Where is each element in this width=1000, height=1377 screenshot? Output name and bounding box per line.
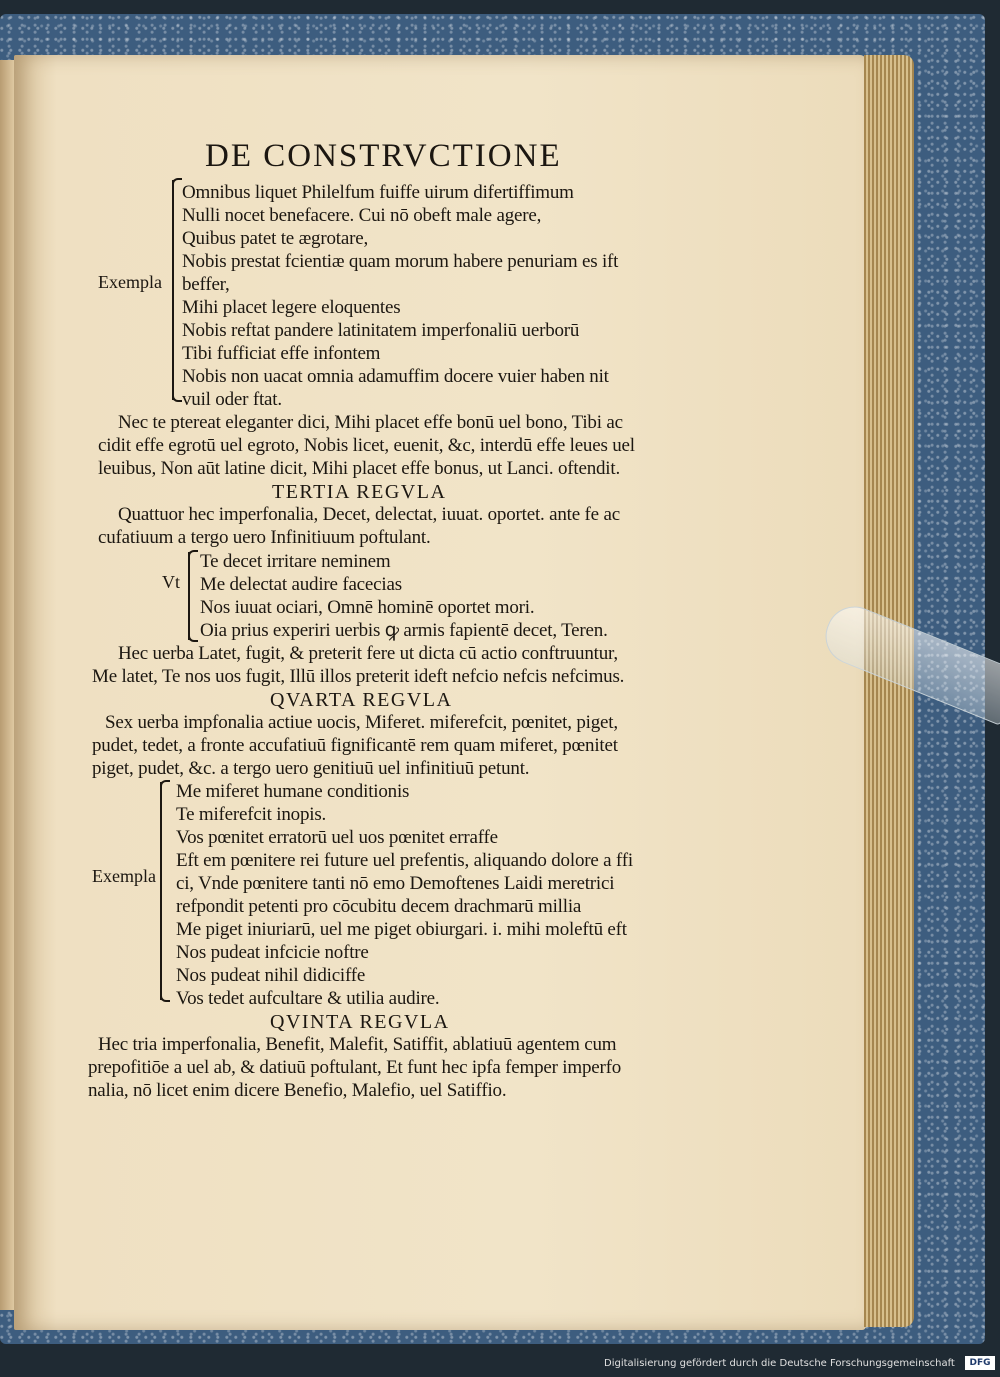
section-heading-quinta: QVINTA REGVLA	[270, 1011, 450, 1033]
side-label-exempla-1: Exempla	[98, 272, 162, 292]
text-line: Te miferefcit inopis.	[176, 804, 327, 825]
text-line: leuibus, Non aūt latine dicit, Mihi placet effe bonus, ut Lanci. oftendit.	[98, 458, 620, 479]
text-line: refpondit petenti pro cōcubitu decem drachmarū millia	[176, 896, 582, 917]
page-heading: DE CONSTRVCTIONE	[205, 138, 562, 174]
text-line: Nobis prestat fcientiæ quam morum habere penuriam es ift	[182, 251, 619, 272]
text-line: prepofitiōe a uel ab, & datiuū poftulant, Et funt hec ipfa femper imperfo	[88, 1057, 622, 1078]
text-line: Eft em pœnitere rei future uel prefentis, aliquando dolore a ffi	[176, 850, 633, 871]
text-line: Me miferet humane conditionis	[176, 781, 410, 802]
text-line: Quattuor hec imperfonalia, Decet, delectat, iuuat. oportet. ante fe ac	[118, 504, 620, 525]
text-line: Nobis non uacat omnia adamuffim docere vuier haben nit	[182, 366, 609, 387]
dfg-logo: DFG	[965, 1356, 995, 1370]
text-line: Nec te ptereat eleganter dici, Mihi placet effe bonū uel bono, Tibi ac	[118, 412, 623, 433]
side-label-exempla-2: Exempla	[92, 866, 156, 886]
text-line: Nos pudeat infcicie noftre	[176, 942, 369, 963]
text-line: Nos pudeat nihil didiciffe	[176, 965, 366, 986]
text-line: pudet, tedet, a fronte accufatiuū fignificantē rem quam miferet, pœnitet	[92, 735, 618, 756]
text-line: Omnibus liquet Philelfum fuiffe uirum difertiffimum	[182, 182, 574, 203]
text-line: piget, pudet, &c. a tergo uero genitiuū uel infinitiuū petunt.	[92, 758, 530, 779]
text-line: Quibus patet te ægrotare,	[182, 228, 369, 249]
text-line: Nos iuuat ociari, Omnē hominē oportet mori.	[200, 597, 535, 618]
brace-2	[188, 552, 190, 640]
text-line: Te decet irritare neminem	[200, 551, 391, 572]
text-line: Nulli nocet benefacere. Cui nō obeft male agere,	[182, 205, 542, 226]
text-line: Hec uerba Latet, fugit, & preterit fere ut dicta cū actio conftruuntur,	[118, 643, 618, 664]
text-line: ci, Vnde pœnitere tanti nō emo Demoftenes Laidi meretrici	[176, 873, 615, 894]
text-line: cufatiuum a tergo uero Infinitiuum poftulant.	[98, 527, 431, 548]
text-line: Mihi placet legere eloquentes	[182, 297, 401, 318]
text-line: Vos pœnitet erratorū uel uos pœnitet erraffe	[176, 827, 498, 848]
text-line: Oia prius experiri uerbis ꝙ armis fapientē decet, Teren.	[200, 620, 608, 641]
text-line: Sex uerba impfonalia actiue uocis, Miferet. miferefcit, pœnitet, piget,	[105, 712, 618, 733]
side-label-vt: Vt	[162, 572, 180, 592]
text-line: Me piget iniuriarū, uel me piget obiurgari. i. mihi moleftū eft	[176, 919, 627, 940]
section-heading-quarta: QVARTA REGVLA	[270, 689, 453, 711]
footer-credit: Digitalisierung gefördert durch die Deutsche Forschungsgemeinschaft	[604, 1358, 955, 1369]
brace-3	[160, 782, 162, 1000]
text-line: beffer,	[182, 274, 230, 295]
text-line: Me delectat audire facecias	[200, 574, 402, 595]
text-line: cidit effe egrotū uel egroto, Nobis licet, euenit, &c, interdū effe leues uel	[98, 435, 635, 456]
text-line: Tibi fufficiat effe infontem	[182, 343, 381, 364]
text-line: nalia, nō licet enim dicere Benefio, Malefio, uel Satiffio.	[88, 1080, 507, 1101]
text-line: vuil oder ftat.	[182, 389, 282, 410]
text-line: Me latet, Te nos uos fugit, Illū illos preterit ideft nefcio nefcis nefcimus.	[92, 666, 625, 687]
text-line: Nobis reftat pandere latinitatem imperfonaliū uerborū	[182, 320, 580, 341]
text-line: Vos tedet aufcultare & utilia audire.	[176, 988, 440, 1009]
text-line: Hec tria imperfonalia, Benefit, Malefit, Satiffit, ablatiuū agentem cum	[98, 1034, 617, 1055]
brace-1	[172, 180, 174, 400]
section-heading-tertia: TERTIA REGVLA	[272, 481, 447, 503]
